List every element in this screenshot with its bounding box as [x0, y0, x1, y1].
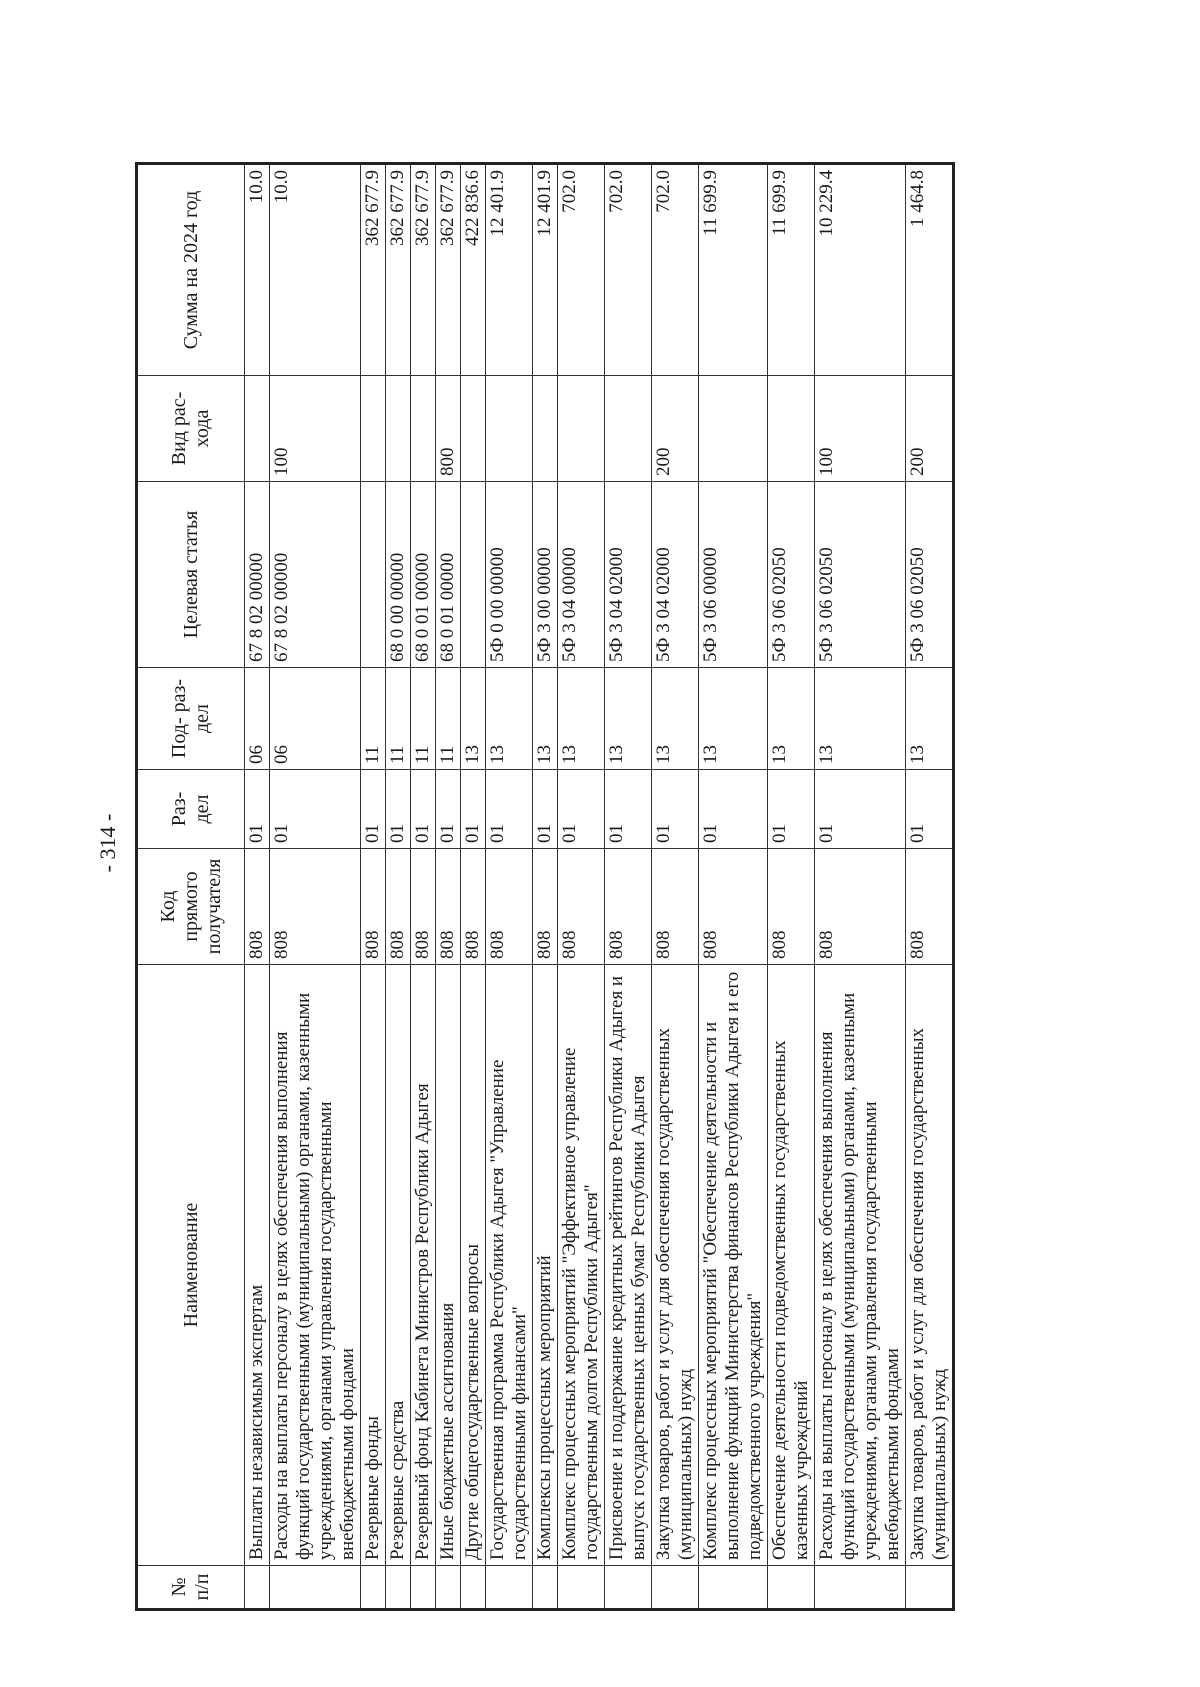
table-row — [558, 164, 605, 1610]
row-code: 808 — [486, 849, 533, 965]
row-vid: 100 — [270, 376, 361, 482]
row-num — [245, 1566, 270, 1610]
row-name: Комплекс процессных мероприятий "Обеспечение деятельности и выполнение функций Министерства финансов Республики Адыгея и его подведомственного учреждения" — [699, 965, 768, 1566]
row-code: 808 — [906, 849, 954, 965]
row-name: Другие общегосударственные вопросы — [461, 965, 486, 1566]
row-podrazdel: 06 — [245, 668, 270, 770]
table-row — [815, 164, 906, 1610]
row-sum: 10 229.4 — [815, 164, 906, 376]
row-sum: 11 699.9 — [699, 164, 768, 376]
row-celevaya: 5Ф 3 04 02000 — [652, 482, 699, 668]
row-code: 808 — [270, 849, 361, 965]
row-code: 808 — [436, 849, 461, 965]
row-celevaya: 68 0 00 00000 — [386, 482, 411, 668]
row-razdel: 01 — [361, 770, 386, 849]
row-podrazdel: 13 — [558, 668, 605, 770]
row-podrazdel: 13 — [652, 668, 699, 770]
row-vid — [486, 376, 533, 482]
header-podrazdel: Под- раз- дел — [137, 668, 245, 770]
row-podrazdel: 13 — [906, 668, 954, 770]
row-podrazdel: 13 — [533, 668, 558, 770]
table-row — [768, 164, 815, 1610]
row-razdel: 01 — [605, 770, 652, 849]
row-celevaya: 5Ф 3 06 02050 — [906, 482, 954, 668]
row-num — [361, 1566, 386, 1610]
row-sum: 362 677.9 — [386, 164, 411, 376]
table-row — [652, 164, 699, 1610]
row-name: Комплекс процессных мероприятий "Эффективное управление государственным долгом Республики Адыгея" — [558, 965, 605, 1566]
row-razdel: 01 — [815, 770, 906, 849]
row-name: Закупка товаров, работ и услуг для обеспечения государственных (муниципальных) нужд — [652, 965, 699, 1566]
row-celevaya: 5Ф 3 04 02000 — [605, 482, 652, 668]
row-razdel: 01 — [386, 770, 411, 849]
row-vid — [361, 376, 386, 482]
row-vid: 200 — [652, 376, 699, 482]
row-vid — [768, 376, 815, 482]
table-row — [533, 164, 558, 1610]
row-podrazdel: 11 — [411, 668, 436, 770]
row-sum: 362 677.9 — [361, 164, 386, 376]
row-podrazdel: 13 — [815, 668, 906, 770]
row-code: 808 — [245, 849, 270, 965]
row-num — [605, 1566, 652, 1610]
row-celevaya: 68 0 01 00000 — [411, 482, 436, 668]
row-sum: 12 401.9 — [486, 164, 533, 376]
row-razdel: 01 — [486, 770, 533, 849]
row-vid — [605, 376, 652, 482]
row-celevaya — [361, 482, 386, 668]
row-name: Иные бюджетные ассигнования — [436, 965, 461, 1566]
header-code: Код прямого получателя — [137, 849, 245, 965]
row-name: Закупка товаров, работ и услуг для обеспечения государственных (муниципальных) нужд — [906, 965, 954, 1566]
table-row — [361, 164, 386, 1610]
row-vid — [245, 376, 270, 482]
row-vid: 100 — [815, 376, 906, 482]
row-num — [461, 1566, 486, 1610]
row-razdel: 01 — [245, 770, 270, 849]
row-celevaya: 67 8 02 00000 — [245, 482, 270, 668]
header-vid: Вид рас- хода — [137, 376, 245, 482]
row-razdel: 01 — [533, 770, 558, 849]
header-sum: Сумма на 2024 год — [137, 164, 245, 376]
row-podrazdel: 13 — [699, 668, 768, 770]
row-num — [270, 1566, 361, 1610]
row-celevaya: 5Ф 3 06 02050 — [815, 482, 906, 668]
row-vid — [699, 376, 768, 482]
row-vid: 200 — [906, 376, 954, 482]
row-podrazdel: 13 — [605, 668, 652, 770]
row-podrazdel: 11 — [386, 668, 411, 770]
table-row — [699, 164, 768, 1610]
row-celevaya: 5Ф 3 06 02050 — [768, 482, 815, 668]
row-num — [652, 1566, 699, 1610]
row-sum: 422 836.6 — [461, 164, 486, 376]
row-code: 808 — [558, 849, 605, 965]
row-sum: 702.0 — [558, 164, 605, 376]
row-vid — [411, 376, 436, 482]
table-row — [486, 164, 533, 1610]
table-row — [245, 164, 270, 1610]
row-sum: 702.0 — [652, 164, 699, 376]
row-num — [768, 1566, 815, 1610]
row-vid: 800 — [436, 376, 461, 482]
table-row — [906, 164, 954, 1610]
row-num — [558, 1566, 605, 1610]
row-celevaya — [461, 482, 486, 668]
row-code: 808 — [411, 849, 436, 965]
table-row — [605, 164, 652, 1610]
budget-table — [135, 162, 955, 1611]
row-celevaya: 67 8 02 00000 — [270, 482, 361, 668]
row-podrazdel: 13 — [486, 668, 533, 770]
row-razdel: 01 — [652, 770, 699, 849]
row-num — [699, 1566, 768, 1610]
row-razdel: 01 — [436, 770, 461, 849]
row-name: Резервные фонды — [361, 965, 386, 1566]
row-num — [906, 1566, 954, 1610]
row-num — [411, 1566, 436, 1610]
row-num — [386, 1566, 411, 1610]
row-name: Выплаты независимым экспертам — [245, 965, 270, 1566]
header-celevaya: Целевая статья — [137, 482, 245, 668]
row-name: Присвоение и поддержание кредитных рейтингов Республики Адыгея и выпуск государственных ценных бумаг Республики Адыгея — [605, 965, 652, 1566]
row-num — [486, 1566, 533, 1610]
row-code: 808 — [768, 849, 815, 965]
row-num — [533, 1566, 558, 1610]
row-razdel: 01 — [411, 770, 436, 849]
row-razdel: 01 — [699, 770, 768, 849]
page-number: - 314 - — [95, 813, 120, 873]
table-row — [270, 164, 361, 1610]
row-sum: 12 401.9 — [533, 164, 558, 376]
row-code: 808 — [652, 849, 699, 965]
table-row — [386, 164, 411, 1610]
row-code: 808 — [699, 849, 768, 965]
row-name: Комплексы процессных мероприятий — [533, 965, 558, 1566]
row-code: 808 — [605, 849, 652, 965]
row-razdel: 01 — [558, 770, 605, 849]
header-name: Наименование — [137, 965, 245, 1566]
row-name: Обеспечение деятельности подведомственных государственных казенных учреждений — [768, 965, 815, 1566]
row-podrazdel: 11 — [436, 668, 461, 770]
table-row — [411, 164, 436, 1610]
row-vid — [558, 376, 605, 482]
row-razdel: 01 — [768, 770, 815, 849]
row-razdel: 01 — [461, 770, 486, 849]
row-code: 808 — [386, 849, 411, 965]
row-razdel: 01 — [906, 770, 954, 849]
header-razdel: Раз- дел — [137, 770, 245, 849]
row-podrazdel: 13 — [461, 668, 486, 770]
row-name: Резервные средства — [386, 965, 411, 1566]
row-name: Расходы на выплаты персоналу в целях обеспечения выполнения функций государственными (муниципальными) органами, казенными учреждениями, органами управления государственными внебюджетными фондами — [815, 965, 906, 1566]
table-header-row — [137, 164, 245, 1610]
row-celevaya: 5Ф 3 04 00000 — [558, 482, 605, 668]
row-celevaya: 5Ф 3 06 00000 — [699, 482, 768, 668]
row-name: Резервный фонд Кабинета Министров Республики Адыгея — [411, 965, 436, 1566]
row-sum: 702.0 — [605, 164, 652, 376]
row-podrazdel: 13 — [768, 668, 815, 770]
row-vid — [461, 376, 486, 482]
row-num — [436, 1566, 461, 1610]
row-name: Государственная программа Республики Адыгея "Управление государственными финансами" — [486, 965, 533, 1566]
row-sum: 362 677.9 — [436, 164, 461, 376]
row-code: 808 — [361, 849, 386, 965]
row-celevaya: 5Ф 3 00 00000 — [533, 482, 558, 668]
row-podrazdel: 11 — [361, 668, 386, 770]
table-row — [461, 164, 486, 1610]
row-sum: 1 464.8 — [906, 164, 954, 376]
row-num — [815, 1566, 906, 1610]
row-vid — [533, 376, 558, 482]
table-body — [245, 164, 954, 1610]
row-sum: 10.0 — [245, 164, 270, 376]
row-code: 808 — [461, 849, 486, 965]
row-name: Расходы на выплаты персоналу в целях обеспечения выполнения функций государственными (муниципальными) органами, казенными учреждениями, органами управления государственными внебюджетными фондами — [270, 965, 361, 1566]
row-podrazdel: 06 — [270, 668, 361, 770]
row-code: 808 — [533, 849, 558, 965]
row-sum: 11 699.9 — [768, 164, 815, 376]
table-row — [436, 164, 461, 1610]
rotated-table-container — [135, 165, 955, 1611]
row-razdel: 01 — [270, 770, 361, 849]
row-sum: 362 677.9 — [411, 164, 436, 376]
row-sum: 10.0 — [270, 164, 361, 376]
row-celevaya: 5Ф 0 00 00000 — [486, 482, 533, 668]
header-num: № п/п — [137, 1566, 245, 1610]
row-vid — [386, 376, 411, 482]
row-code: 808 — [815, 849, 906, 965]
row-celevaya: 68 0 01 00000 — [436, 482, 461, 668]
